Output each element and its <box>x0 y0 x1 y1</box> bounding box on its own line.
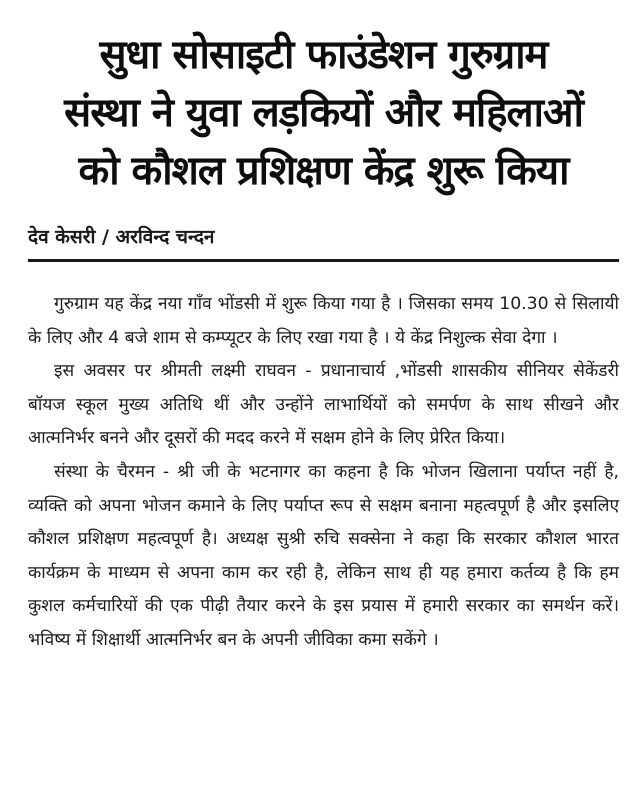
divider-rule <box>28 259 619 262</box>
headline-line-1: सुधा सोसाइटी फाउंडेशन गुरुग्राम <box>99 32 548 78</box>
byline: देव केसरी / अरविन्द चन्दन <box>28 226 215 248</box>
paragraph-1: गुरुग्राम यह केंद्र नया गाँव भोंडसी में शुरू किया गया है । जिसका समय 10.30 से सिलायी के लिए और 4 बजे शाम से कम्प्यूटर के लिए रखा गया है । ये केंद्र निशुल्क सेवा देगा । <box>28 294 619 348</box>
paragraph-3: संस्था के चैरमन - श्री जी के भटनागर का कहना है कि भोजन खिलाना पर्याप्त नहीं है, व्यक्ति को अपना भोजन कमाने के लिए पर्याप्त रूप से सक्षम बनाना महत्वपूर्ण है और इसलिए कौशल प्रशिक्षण महत्वपूर्ण है। अध्यक्ष सुश्री रुचि सक्सेना ने कहा कि सरकार कौशल भारत कार्यक्रम के माध्यम से अपना काम कर रही है, लेकिन साथ ही यह हमारा कर्तव्य है कि हम कुशल कर्मचारियों की एक पीढ़ी तैयार करने के इस प्रयास में हमारी सरकार का समर्थन करें।भविष्य में शिक्षार्थी आत्मनिर्भर बन के अपनी जीविका कमा सकेंगे । <box>28 461 619 650</box>
headline-line-2: संस्था ने युवा लड़कियों और महिलाओं <box>64 90 583 136</box>
headline <box>28 26 619 200</box>
article-body <box>28 288 619 658</box>
headline-line-3: को कौशल प्रशिक्षण केंद्र शुरू किया <box>78 148 569 194</box>
paragraph-2: इस अवसर पर श्रीमती लक्ष्मी राघवन - प्रधानाचार्य ,भोंडसी शासकीय सीनियर सेकेंडरी बॉयज स्कूल मुख्य अतिथि थीं और उन्होंने लाभार्थियों को समर्पण के साथ सीखने और आत्मनिर्भर बनने और दूसरों की मदद करने में सक्षम होने के लिए प्रेरित किया। <box>28 361 619 449</box>
